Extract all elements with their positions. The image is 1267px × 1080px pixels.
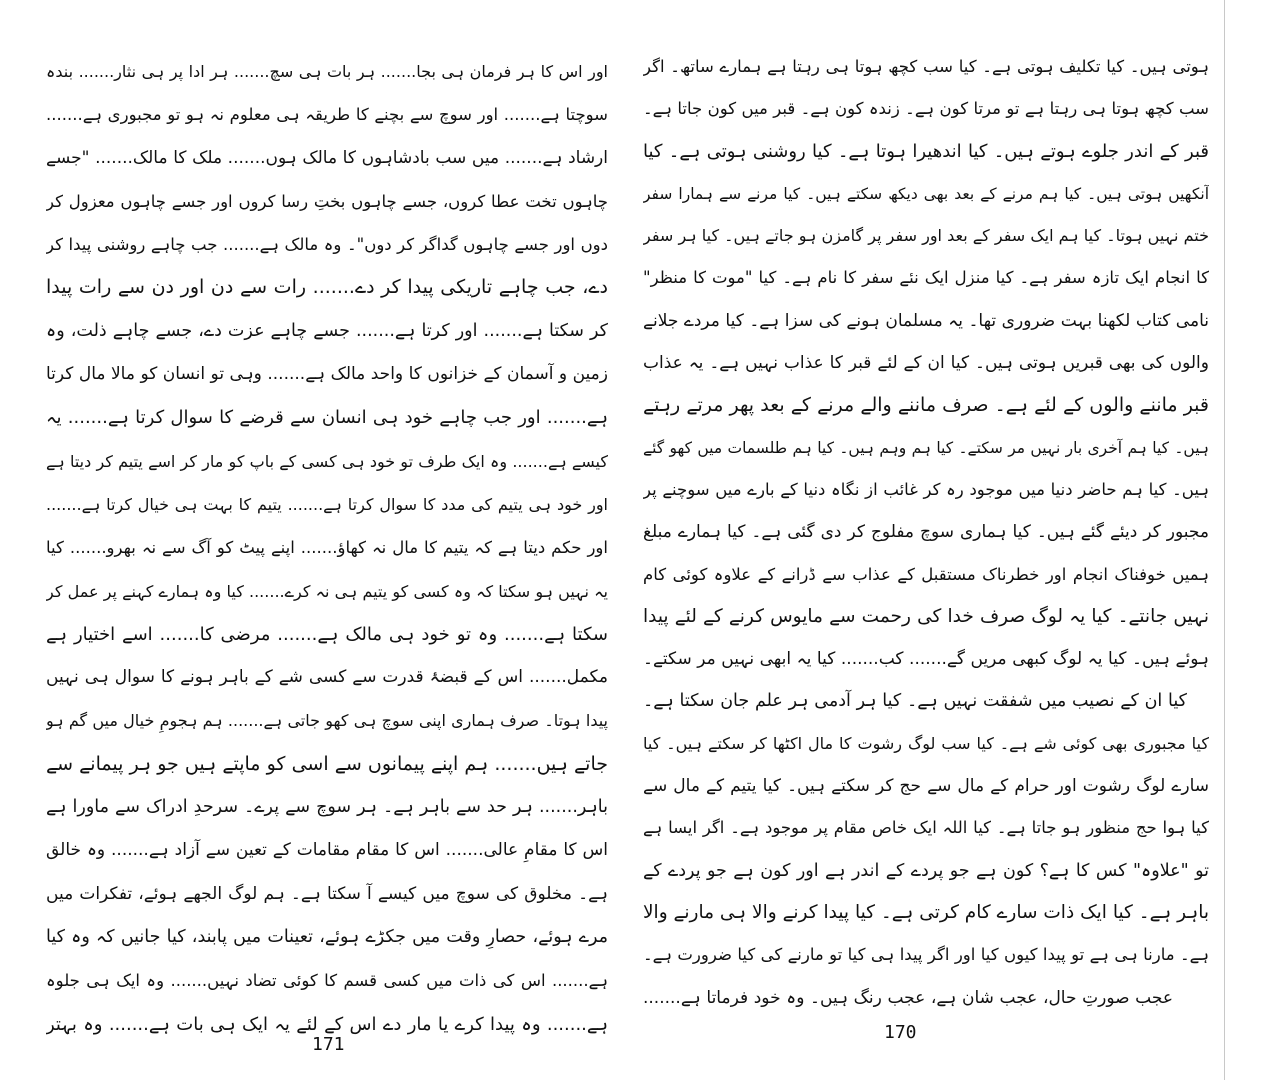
text-line: ہے....... وہ پیدا کرے یا مار دے اس کے لئے یہ ایک ہی بات ہے....... وہ بہتر [46, 1013, 608, 1035]
text-line: باہر....... ہر حد سے باہر ہے۔ ہر سوچ سے پرے۔ سرحدِ ادراک سے ماورا ہے [46, 797, 608, 818]
text-line: مکمل....... اس کے قبضۂ قدرت سے کسی شے کے باہر ہونے کا سوال ہی نہیں [46, 667, 608, 688]
text-line: چاہوں تخت عطا کروں، جسے چاہوں بختِ رسا کروں اور جسے چاہوں معزول کر [46, 191, 608, 211]
text-line: جاتے ہیں....... ہم اپنے پیمانوں سے اسی کو ماپتے ہیں جو ہر پیمانے سے [46, 752, 608, 775]
text-line: ہے۔ مخلوق کی سوچ میں کیسے آ سکتا ہے۔ ہم لوگ الجھے ہوئے، تفکرات میں [46, 883, 608, 904]
text-line: اور حکم دیتا ہے کہ یتیم کا مال نہ کھاؤ....... اپنے پیٹ کو آگ سے نہ بھرو....... کیا [46, 538, 608, 558]
text-line: ہے....... اور جب چاہے خود ہی انسان سے قرضے کا سوال کرتا ہے....... یہ [46, 407, 608, 429]
text-line: سوچتا ہے....... اور سوچ سے بچنے کا طریقہ ہی معلوم نہ ہو تو مجبوری ہے....... [46, 105, 608, 125]
text-line: کیا مجبوری بھی کوئی شے ہے۔ کیا سب لوگ رشوت کا مال اکٹھا کر سکتے ہیں۔ کیا [643, 733, 1209, 753]
text-line: کر سکتا ہے....... اور کرتا ہے....... جسے چاہے عزت دے، جسے چاہے ذلت، وہ [46, 320, 608, 341]
text-line: تو "علاوہ" کس کا ہے؟ کون ہے جو پردے کے اندر ہے اور کون ہے جو پردے کے [643, 860, 1209, 881]
text-line: ہیں۔ کیا ہم حاضر دنیا میں موجود رہ کر غائب از نگاہ دنیا کے بارے میں سوچنے پر [643, 479, 1209, 499]
text-line: زمین و آسمان کے خزانوں کا واحد مالک ہے....... وہی تو انسان کو مالا مال کرتا [46, 364, 608, 385]
text-line: سارے لوگ رشوت اور حرام کے مال سے حج کر سکتے ہیں۔ کیا یتیم کے مال سے [643, 776, 1209, 797]
text-line: مرے ہوئے، حصارِ وقت میں جکڑے ہوئے، تعینات میں پابند، کیا جانیں کہ وہ کیا [46, 926, 608, 947]
text-line: اس کا مقامِ عالی....... اس کا مقام مقامات کے تعین سے آزاد ہے....... وہ خالق [46, 840, 608, 861]
text-line: پیدا ہوتا۔ صرف ہماری اپنی سوچ ہی کھو جاتی ہے....... ہم ہجومِ خیال میں گم ہو [46, 711, 608, 731]
book-edge-divider [1224, 0, 1225, 1080]
text-line: مجبور کر دیئے گئے ہیں۔ کیا ہماری سوچ مفلوج کر دی گئی ہے۔ کیا ہمارے مبلغ [643, 522, 1209, 543]
text-line: قبر کے اندر جلوے ہوتے ہیں۔ کیا اندھیرا ہوتا ہے۔ کیا روشنی ہوتی ہے۔ کیا [643, 140, 1209, 162]
page-170-text [643, 46, 1209, 1026]
text-line: اور اس کا ہر فرمان ہی بجا....... ہر بات ہی سچ....... ہر ادا پر ہی نثار....... بندہ [46, 62, 608, 81]
text-line: نہیں جانتے۔ کیا یہ لوگ صرف خدا کی رحمت سے مایوس کرنے کے لئے پیدا [643, 605, 1209, 627]
text-line: والوں کی بھی قبریں ہوتی ہیں۔ کیا ان کے لئے قبر کا عذاب نہیں ہے۔ یہ عذاب [643, 353, 1209, 374]
text-line: ہوئے ہیں۔ کیا یہ لوگ کبھی مریں گے....... کب....... کیا یہ ابھی نہیں مر سکتے۔ [643, 649, 1209, 670]
text-line: باہر ہے۔ کیا ایک ذات سارے کام کرتی ہے۔ کیا پیدا کرنے والا ہی مارنے والا [643, 901, 1209, 923]
text-line: کیسے ہے....... وہ ایک طرف تو خود ہی کسی کے باپ کو مار کر اسے یتیم کر دیتا ہے [46, 451, 608, 471]
page-171-text [46, 50, 608, 1050]
text-line: یہ نہیں ہو سکتا کہ وہ کسی کو یتیم ہی نہ کرے....... کیا وہ ہمارے کہنے پر عمل کر [46, 581, 608, 601]
text-line: ختم نہیں ہوتا۔ کیا ہم ایک سفر کے بعد اور سفر پر گامزن ہو جاتے ہیں۔ کیا ہر سفر [643, 226, 1209, 246]
text-line: قبر ماننے والوں کے لئے ہے۔ صرف ماننے والے مرنے کے بعد پھر مرتے رہتے [643, 394, 1209, 417]
text-line: دے، جب چاہے تاریکی پیدا کر دے....... رات سے دن اور دن سے رات پیدا [46, 276, 608, 299]
text-line: ہمیں خوفناک انجام اور خطرناک مستقبل کے عذاب سے ڈرانے کے علاوہ کوئی کام [643, 564, 1209, 584]
text-line: اور خود ہی یتیم کی مدد کا سوال کرتا ہے....... یتیم کا بہت ہی خیال کرتا ہے....... [46, 494, 608, 514]
text-line: سب کچھ ہوتا ہی رہتا ہے تو مرتا کون ہے۔ زندہ کون ہے۔ قبر میں کون جاتا ہے۔ [643, 99, 1209, 119]
text-line: ہوتی ہیں۔ کیا تکلیف ہوتی ہے۔ کیا سب کچھ ہوتا ہی رہتا ہے ہمارے ساتھ۔ اگر [643, 57, 1209, 76]
text-line: ہے۔ مارنا ہی ہے تو پیدا کیوں کیا اور اگر پیدا ہی کیا تو مارنے کی کیا ضرورت ہے۔ [643, 945, 1209, 965]
text-line: عجب صورتِ حال، عجب شان ہے، عجب رنگ ہیں۔ وہ خود فرماتا ہے....... [643, 987, 1173, 1008]
page-number-left: 171 [312, 1034, 345, 1055]
text-line: نامی کتاب لکھنا بہت ضروری تھا۔ یہ مسلمان ہونے کی سزا ہے۔ کیا مردے جلانے [643, 310, 1209, 331]
text-line: کا انجام ایک تازہ سفر ہے۔ کیا منزل ایک نئے سفر کا نام ہے۔ کیا "موت کا منظر" [643, 268, 1209, 288]
text-line: ارشاد ہے....... میں سب بادشاہوں کا مالک ہوں....... ملک کا مالک....... "جسے [46, 147, 608, 168]
text-line: ہیں۔ کیا ہم آخری بار نہیں مر سکتے۔ کیا ہم وہم ہیں۔ کیا ہم طلسمات میں کھو گئے [643, 438, 1209, 457]
text-line: کیا ان کے نصیب میں شفقت نہیں ہے۔ کیا ہر آدمی ہر علم جان سکتا ہے۔ [643, 691, 1187, 712]
text-line: آنکھیں ہوتی ہیں۔ کیا ہم مرنے کے بعد بھی دیکھ سکتے ہیں۔ کیا مرنے سے ہمارا سفر [643, 184, 1209, 203]
text-line: سکتا ہے....... وہ تو خود ہی مالک ہے....... مرضی کا....... اسے اختیار ہے [46, 623, 608, 645]
text-line: کیا ہوا حج منظور ہو جاتا ہے۔ کیا اللہ ایک خاص مقام پر موجود ہے۔ اگر ایسا ہے [643, 818, 1209, 838]
text-line: ہے....... اس کی ذات میں کسی قسم کا کوئی تضاد نہیں....... وہ ایک ہی جلوہ [46, 971, 608, 991]
text-line: دوں اور جسے چاہوں گداگر کر دوں"۔ وہ مالک ہے....... جب چاہے روشنی پیدا کر [46, 235, 608, 255]
page-number-right: 170 [884, 1022, 917, 1043]
